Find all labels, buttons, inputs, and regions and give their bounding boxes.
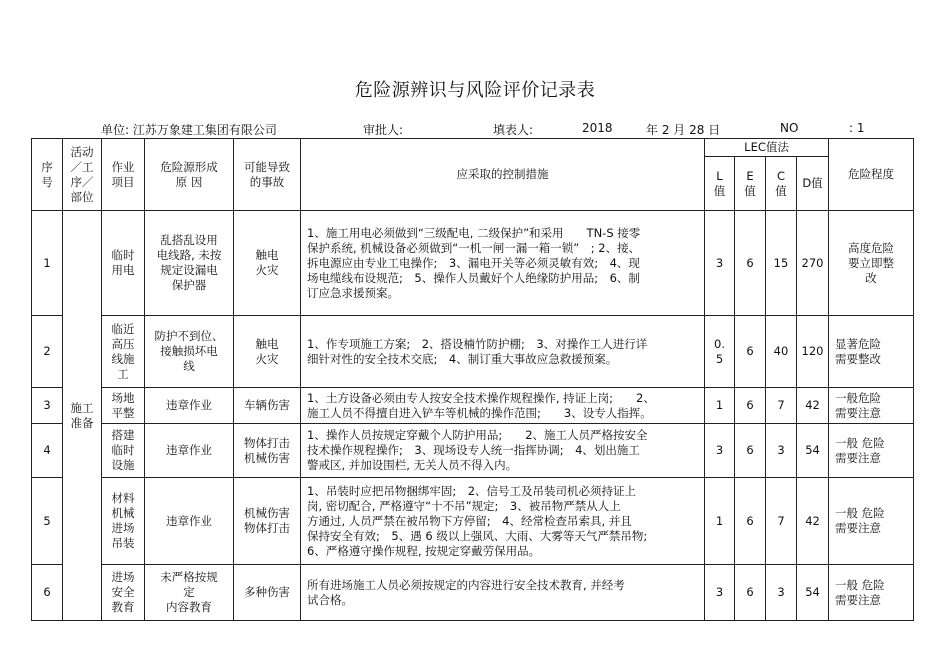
table-row <box>32 316 914 388</box>
row-seq: 1 <box>32 211 63 316</box>
row-level: 一般 危险 需要注意 <box>829 424 914 478</box>
row-c: 7 <box>766 388 797 424</box>
header-accident: 可能导致 的事故 <box>234 139 301 211</box>
row-d: 42 <box>797 478 829 565</box>
row-seq: 5 <box>32 478 63 565</box>
row-l: 0. 5 <box>705 316 735 388</box>
row-l: 3 <box>705 424 735 478</box>
row-item: 材料 机械 进场 吊装 <box>102 478 145 565</box>
page-title: 危险源辨识与风险评价记录表 <box>354 80 596 101</box>
row-accident: 多种伤害 <box>234 565 301 621</box>
row-measures: 1、施工用电必须做到“三级配电, 二级保护”和采用 TN-S 接零 保护系统, 机械设备必须做到“一机一闸一漏一箱一锁” ; 2、接、 拆电源应由专业工电操作; 3、漏电开关等必须灵敏有效; 4、现 场电缆线布设规范; 5、操作人员戴好个人绝缘防护用品; 6、制 订应急求援预案。 <box>301 211 705 316</box>
row-seq: 2 <box>32 316 63 388</box>
row-c: 15 <box>766 211 797 316</box>
row-seq: 6 <box>32 565 63 621</box>
row-e: 6 <box>735 424 766 478</box>
approver-label: 审批人: <box>363 123 404 137</box>
row-l: 3 <box>705 565 735 621</box>
header-row-top <box>32 139 914 157</box>
row-level: 一般 危险 需要注意 <box>829 565 914 621</box>
row-accident: 车辆伤害 <box>234 388 301 424</box>
row-item: 搭建 临时 设施 <box>102 424 145 478</box>
row-e: 6 <box>735 316 766 388</box>
row-c: 7 <box>766 478 797 565</box>
row-e: 6 <box>735 388 766 424</box>
row-cause: 违章作业 <box>145 424 234 478</box>
no-label: NO <box>780 121 799 135</box>
row-cause: 防护不到位、 接触损坏电 线 <box>145 316 234 388</box>
row-cause: 未严格按规 定 内容教育 <box>145 565 234 621</box>
table-row <box>32 565 914 621</box>
row-d: 120 <box>797 316 829 388</box>
row-l: 1 <box>705 388 735 424</box>
row-e: 6 <box>735 565 766 621</box>
header-c: C 值 <box>766 157 797 211</box>
header-e: E 值 <box>735 157 766 211</box>
row-level: 显著危险 需要整改 <box>829 316 914 388</box>
header-d: D值 <box>797 157 829 211</box>
row-measures: 1、土方设备必须由专人按安全技术操作规程操作, 持证上岗; 2、 施工人员不得擅自进入铲车等机械的操作范围; 3、设专人指挥。 <box>301 388 705 424</box>
row-c: 40 <box>766 316 797 388</box>
row-accident: 物体打击 机械伤害 <box>234 424 301 478</box>
header-lec: LEC值法 <box>705 139 829 157</box>
row-c: 3 <box>766 565 797 621</box>
row-item: 进场 安全 教育 <box>102 565 145 621</box>
header-l: L 值 <box>705 157 735 211</box>
row-l: 3 <box>705 211 735 316</box>
row-d: 270 <box>797 211 829 316</box>
row-d: 54 <box>797 424 829 478</box>
activity-cell: 施工 准备 <box>63 211 102 621</box>
row-item: 临近 高压 线施 工 <box>102 316 145 388</box>
table-row <box>32 478 914 565</box>
row-level: 一般危险 需要注意 <box>829 388 914 424</box>
row-d: 42 <box>797 388 829 424</box>
row-item: 场地 平整 <box>102 388 145 424</box>
row-accident: 机械伤害 物体打击 <box>234 478 301 565</box>
row-e: 6 <box>735 211 766 316</box>
row-d: 54 <box>797 565 829 621</box>
no-value: : 1 <box>849 121 865 135</box>
row-seq: 4 <box>32 424 63 478</box>
row-cause: 违章作业 <box>145 388 234 424</box>
row-l: 1 <box>705 478 735 565</box>
header-level: 危险程度 <box>829 139 914 211</box>
risk-table <box>31 138 914 621</box>
row-accident: 触电 火灾 <box>234 316 301 388</box>
header-measures: 应采取的控制措施 <box>301 139 705 211</box>
header-item: 作业 项目 <box>102 139 145 211</box>
row-e: 6 <box>735 478 766 565</box>
row-level: 一般 危险 需要注意 <box>829 478 914 565</box>
date-value: 年 2 月 28 日 <box>646 123 721 137</box>
row-cause: 乱搭乱设用 电线路, 未按 规定设漏电 保护器 <box>145 211 234 316</box>
row-measures: 所有进场施工人员必须按规定的内容进行安全技术教育, 并经考 试合格。 <box>301 565 705 621</box>
row-seq: 3 <box>32 388 63 424</box>
row-measures: 1、吊装时应把吊物捆绑牢固; 2、信号工及吊装司机必须持证上 岗, 密切配合, 严格遵守“十不吊”规定; 3、被吊物严禁从人上 方通过, 人员严禁在被吊物下方停留; 4、经常检查吊索具, 并且 保持安全有效; 5、遇 6 级以上强风、大雨、大雾等天气严禁吊物; 6、严格遵守操作规程, 按规定穿戴劳保用品。 <box>301 478 705 565</box>
year-value: 2018 <box>582 121 613 135</box>
header-activity: 活动 ／工 序／ 部位 <box>63 139 102 211</box>
header-cause: 危险源形成 原 因 <box>145 139 234 211</box>
table-row <box>32 388 914 424</box>
row-cause: 违章作业 <box>145 478 234 565</box>
row-accident: 触电 火灾 <box>234 211 301 316</box>
header-seq: 序 号 <box>32 139 63 211</box>
filler-label: 填表人: <box>493 123 534 137</box>
row-measures: 1、作专项施工方案; 2、搭设楠竹防护棚; 3、对操作工人进行详 细针对性的安全技术交底; 4、制订重大事故应急救援预案。 <box>301 316 705 388</box>
table-row <box>32 424 914 478</box>
unit-label: 单位: 江苏万象建工集团有限公司 <box>101 123 277 137</box>
row-c: 3 <box>766 424 797 478</box>
row-measures: 1、操作人员按规定穿戴个人防护用品; 2、施工人员严格按安全 技术操作规程操作; 3、现场设专人统一指挥协调; 4、划出施工 警戒区, 并加设围栏, 无关人员不得入内。 <box>301 424 705 478</box>
table-row <box>32 211 914 316</box>
row-level: 高度危险 要立即整 改 <box>829 211 914 316</box>
row-item: 临时 用电 <box>102 211 145 316</box>
